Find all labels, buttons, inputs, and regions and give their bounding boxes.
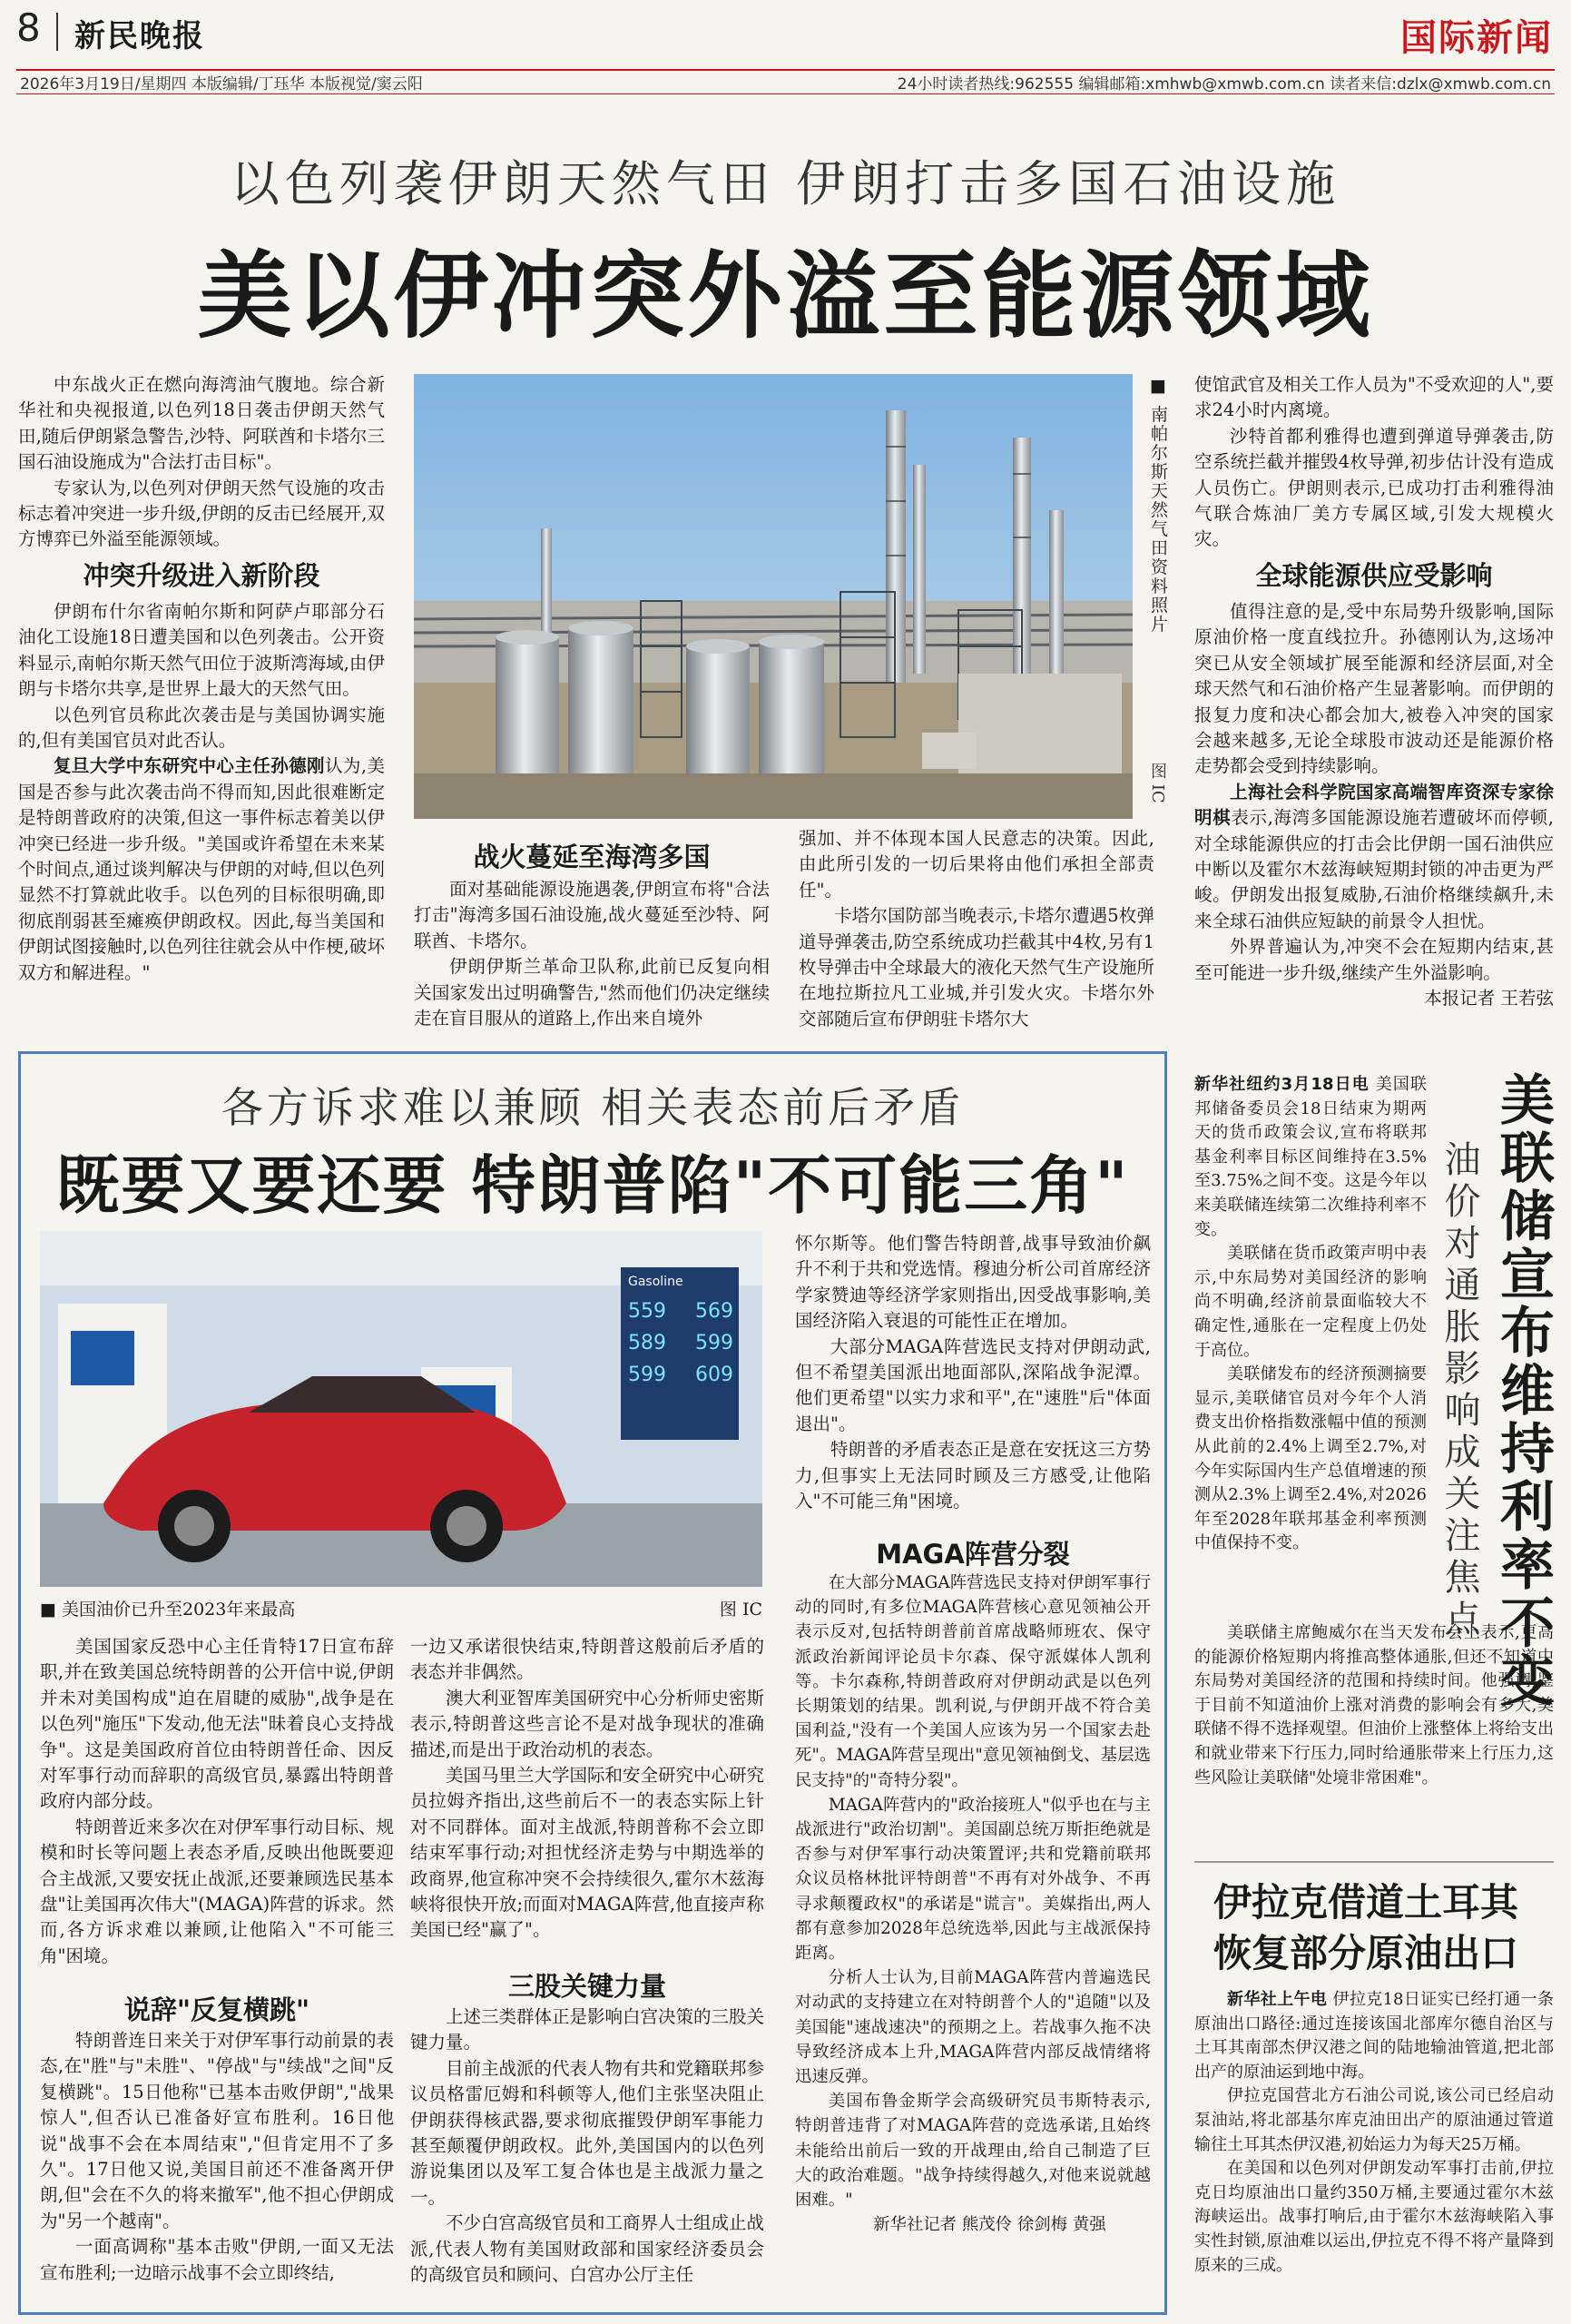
- paragraph: 特朗普近来多次在对伊军事行动目标、规模和时长等问题上表态矛盾,反映出他既要迎合主战派,又要安抚止战派,还要兼顾选民基本盘"让美国再次伟大"(MAGA)阵营的诉求。然而,各方诉求难以兼顾,让他陷入"不可能三角"困境。: [40, 1816, 395, 1966]
- paragraph: 在美国和以色列对伊朗发动军事打击前,伊拉克日均原油出口量约350万桶,主要通过霍尔木兹海峡运出。战事打响后,由于霍尔木兹海峡陷入事实性封锁,原油难以运出,伊拉克不得不将产量降到原来的三成。: [1194, 2159, 1554, 2275]
- price-cash: 559: [628, 1300, 666, 1323]
- paragraph: 伊拉克国营北方石油公司说,该公司已经启动泵油站,将北部基尔库克油田出产的原油通过管道输往土耳其杰伊汉港,初始运力为每天25万桶。: [1194, 2086, 1554, 2154]
- photo2-caption-row: [40, 1596, 762, 1620]
- header-divider: [56, 13, 58, 51]
- paragraph: 美联储主席鲍威尔在当天发布会上表示,更高的能源价格短期内将推高整体通胀,但还不知道中东局势对美国经济的范围和持续时间。他强调,鉴于目前不知道油价上涨对消费的影响会有多大,美联储不得不选择观望。但油价上涨整体上将给支出和就业带来下行压力,同时给通胀带来上行压力,这些风险让美联储"处境非常困难"。: [1194, 1623, 1554, 1787]
- price-credit: 569: [695, 1300, 733, 1323]
- story1-col4b: [1194, 599, 1554, 1012]
- story2-subhead-maga: MAGA阵营分裂: [876, 1539, 1070, 1570]
- paragraph: 沙特首都利雅得也遭到弹道导弹袭击,防空系统拦截并摧毁4枚导弹,初步估计没有造成人员伤亡。伊朗则表示,已成功打击利雅得油气联合炼油厂美方专属区域,引发大规模火灾。: [1194, 425, 1554, 550]
- story2-col2b: [410, 2004, 764, 2288]
- story3-kicker: 油价对通胀影响成关注焦点: [1438, 1140, 1480, 1641]
- paragraph: MAGA阵营内的"政治接班人"似乎也在与主战派进行"政治切割"。美国副总统万斯拒绝就是否参与对伊军事行动决策置评;共和党籍前联邦众议员格林批评特朗普"不再有对外战争、不再寻求颠覆政权"的承诺是"谎言"。美媒指出,两人都有意参加2028年总统选举,因此与主战派保持距离。: [795, 1795, 1151, 1964]
- paragraph: [1194, 1988, 1554, 2084]
- story4-headline: [1180, 1877, 1552, 1979]
- story2-col1b: [40, 2028, 394, 2286]
- gas-field-illustration: [414, 374, 1133, 819]
- paragraph: 不少白宫高级官员和工商界人士组成止战派,代表人物有美国财政部和国家经济委员会的高级官员和顾问、白宫办公厅主任: [410, 2212, 765, 2286]
- paragraph: 美国布鲁金斯学会高级研究员韦斯特表示,特朗普违背了对MAGA阵营的竞选承诺,且始终未能给出前后一致的开战理由,给自己制造了巨大的政治难题。"战争持续得越久,对他来说就越困难。": [795, 2092, 1151, 2211]
- story2-col1: [40, 1634, 394, 1969]
- story1-subhead-2: 战火蔓延至海湾多国: [473, 842, 711, 872]
- story1-headline: 美以伊冲突外溢至能源领域: [197, 241, 1374, 351]
- gas-field-photo: [414, 374, 1133, 819]
- story3-body: [1194, 1073, 1427, 1556]
- paragraph: 伊朗布什尔省南帕尔斯和阿萨卢耶部分石油化工设施18日遭美国和以色列袭击。公开资料显示,南帕尔斯天然气田位于波斯湾海域,由伊朗与卡塔尔共享,是世界上最大的天然气田。: [18, 601, 385, 700]
- paragraph: 中东战火正在燃向海湾油气腹地。综合新华社和央视报道,以色列18日袭击伊朗天然气田,随后伊朗紧急警告,沙特、阿联酋和卡塔尔三国石油设施成为"合法打击目标"。: [18, 374, 385, 473]
- red-car-illustration: [40, 1231, 762, 1587]
- story2-col2: [410, 1634, 764, 1944]
- story1-kicker: 以色列袭伊朗天然气田 伊朗打击多国石油设施: [230, 155, 1341, 212]
- story1-col2: [414, 877, 770, 1031]
- story4-body: [1194, 1988, 1554, 2278]
- story1-byline: 本报记者 王若弦: [1424, 988, 1554, 1009]
- paragraph-text: 伊拉克18日证实已经打通一条原油出口路径:通过连接该国北部库尔德自治区与土耳其南部杰伊汉港之间的陆地输油管道,把北部出产的原油运到地中海。: [1194, 1990, 1554, 2082]
- paragraph: [1194, 780, 1554, 934]
- story1-col3: [799, 826, 1154, 1032]
- story2-subhead-three: 三股关键力量: [507, 1971, 666, 2002]
- story2-kicker: 各方诉求难以兼顾 相关表态前后矛盾: [221, 1083, 965, 1132]
- photo2-caption: ■ 美国油价已升至2023年来最高: [40, 1600, 296, 1620]
- paragraph: [1194, 1073, 1427, 1242]
- dateline: 新华社纽约3月18日电: [1194, 1075, 1370, 1094]
- story4-title-line-1: 伊拉克借道土耳其: [1213, 1880, 1518, 1925]
- page-number: 8: [16, 5, 41, 50]
- story3-body-2: [1194, 1621, 1554, 1790]
- price-cash: 589: [628, 1332, 666, 1354]
- story1-col1: [18, 372, 385, 553]
- story2-subhead-flip: 说辞"反复横跳": [123, 1994, 310, 2025]
- section-title: 国际新闻: [1400, 17, 1553, 59]
- paragraph: 特朗普的矛盾表态正是意在安抚这三方势力,但事实上无法同时顾及三方感受,让他陷入"不可能三角"困境。: [795, 1439, 1151, 1512]
- paragraph: 怀尔斯等。他们警告特朗普,战事导致油价飙升不利于共和党选情。穆迪分析公司首席经济学家赞迪等经济学家则指出,因受战事影响,美国经济陷入衰退的可能性正在增加。: [795, 1233, 1151, 1332]
- paper-logo: 新民晚报: [74, 18, 205, 54]
- paragraph: 美国马里兰大学国际和安全研究中心研究员拉姆齐指出,这些前后不一的表态实际上针对不同群体。面对主战派,特朗普称不会立即结束军事行动;对担忧经济走势与中期选举的政商界,他宣称冲突不会持续很久,霍尔木兹海峡将很快开放;而面对MAGA阵营,他直接声称美国已经"赢了"。: [410, 1765, 765, 1941]
- paragraph: 美联储发布的经济预测摘要显示,美联储官员对今年个人消费支出价格指数涨幅中值的预测从此前的2.4%上调至2.7%,对今年实际国内生产总值增速的预测从2.3%上调至2.4%,对2026年至2028年联邦基金利率预测中值保持不变。: [1194, 1364, 1427, 1553]
- price-sign-label: Gasoline: [628, 1275, 683, 1289]
- photo1-credit: 图 IC: [1148, 763, 1167, 803]
- paragraph: 在大部分MAGA阵营选民支持对伊朗军事行动的同时,有多位MAGA阵营核心意见领袖公开表示反对,包括特朗普前首席战略师班农、保守派政治新闻评论员卡尔森、保守派媒体人凯利等。卡尔森称,特朗普政府对伊朗动武是以色列长期策划的结果。凯利说,与伊朗开战不符合美国利益,"没有一个美国人应该为另一个国家去赴死"。MAGA阵营呈现出"意见领袖倒戈、基层选民支持"的"奇特分裂"。: [795, 1573, 1151, 1790]
- paragraph: 伊朗伊斯兰革命卫队称,此前已反复向相关国家发出过明确警告,"然而他们仍决定继续走在盲目服从的道路上,作出来自境外: [414, 956, 770, 1029]
- divider: [1194, 1861, 1554, 1863]
- story1-subhead-1: 冲突升级进入新阶段: [83, 560, 320, 591]
- photo1-caption: ■ 南帕尔斯天然气田资料照片: [1148, 376, 1168, 635]
- story4-title-line-2: 恢复部分原油出口: [1213, 1931, 1518, 1975]
- paragraph: 专家认为,以色列对伊朗天然气设施的攻击标志着冲突进一步升级,伊朗的反击已经展开,双方博弈已外溢至能源领域。: [18, 477, 385, 550]
- paragraph: 值得注意的是,受中东局势升级影响,国际原油价格一度直线拉升。孙德刚认为,这场冲突已从安全领域扩展至能源和经济层面,对全球天然气和石油价格产生显著影响。而伊朗的报复力度和决心都会加大,被卷入冲突的国家会越来越多,无论全球股市波动还是能源价格走势都会受到持续影响。: [1194, 601, 1554, 777]
- story1-col4: [1194, 372, 1554, 553]
- paragraph: 强加、并不体现本国人民意志的决策。因此,由此所引发的一切后果将由他们承担全部责任"。: [799, 828, 1154, 901]
- price-credit: 609: [695, 1364, 733, 1386]
- story2-headline: 既要又要还要 特朗普陷"不可能三角": [55, 1148, 1130, 1223]
- expert-text: 表示,海湾多国能源设施若遭破坏而停顿,对全球能源供应的打击会比伊朗一国石油供应中断以及霍尔木兹海峡短期封锁的冲击更为严峻。伊朗发出报复威胁,石油价格继续飙升,未来全球石油供应短缺的前景令人担忧。: [1194, 807, 1554, 931]
- photo2-credit: 图 IC: [719, 1600, 762, 1620]
- paragraph: 外界普遍认为,冲突不会在短期内结束,甚至可能进一步升级,继续产生外溢影响。: [1194, 936, 1554, 983]
- story2-right-bottom: [795, 1571, 1151, 2237]
- paragraph-text: 美国联邦储备委员会18日结束为期两天的货币政策会议,宣布将联邦基金利率目标区间维持在3.5%至3.75%之间不变。这是今年以来美联储连续第二次维持利率不变。: [1194, 1075, 1427, 1239]
- info-line: [16, 69, 1555, 94]
- price-credit: 599: [695, 1332, 733, 1354]
- paragraph: 卡塔尔国防部当晚表示,卡塔尔遭遇5枚弹道导弹袭击,防空系统成功拦截其中4枚,另有1枚导弹击中全球最大的液化天然气生产设施所在地拉斯拉凡工业城,并引发火灾。卡塔尔外交部随后宣布伊朗驻卡塔尔大: [799, 905, 1154, 1029]
- paragraph: 一边又承诺很快结束,特朗普这般前后矛盾的表态并非偶然。: [410, 1636, 764, 1683]
- paragraph: 大部分MAGA阵营选民支持对伊朗动武,但不希望美国派出地面部队,深陷战争泥潭。他们更希望"以实力求和平",在"速胜"后"体面退出"。: [795, 1335, 1151, 1434]
- date-editor-line: 2026年3月19日/星期四 本版编辑/丁珏华 本版视觉/窦云阳: [20, 75, 423, 94]
- price-cash: 599: [628, 1364, 666, 1386]
- expert-name: 复旦大学中东研究中心主任孙德刚: [54, 755, 325, 777]
- story3-headline: 美联储宣布维持利率不变: [1491, 1071, 1555, 1710]
- paragraph: 分析人士认为,目前MAGA阵营内普遍选民对动武的支持建立在对特朗普个人的"追随"以及美国能"速战速决"的预期之上。若战事久拖不决导致经济成本上升,MAGA阵营内部反战情绪将迅速反弹。: [795, 1968, 1151, 2087]
- paragraph: 面对基础能源设施遇袭,伊朗宣布将"合法打击"海湾多国石油设施,战火蔓延至沙特、阿联酋、卡塔尔。: [414, 879, 770, 951]
- paragraph: 以色列官员称此次袭击是与美国协调实施的,但有美国官员对此否认。: [18, 704, 385, 752]
- story2-right-top: [795, 1231, 1151, 1514]
- dateline: 新华社上午电: [1227, 1990, 1328, 2009]
- paragraph: 目前主战派的代表人物有共和党籍联邦参议员格雷厄姆和科顿等人,他们主张坚决阻止伊朗获得核武器,要求彻底摧毁伊朗军事能力甚至颠覆伊朗政权。此外,美国国内的以色列游说集团以及军工复合体也是主战派力量之一。: [410, 2057, 765, 2208]
- story1-col1b: [18, 599, 385, 986]
- paragraph: 上述三类群体正是影响白宫决策的三股关键力量。: [410, 2006, 765, 2053]
- paragraph: 美国国家反恐中心主任肯特17日宣布辞职,并在致美国总统特朗普的公开信中说,伊朗并未对美国构成"迫在眉睫的威胁",战争是在以色列"施压"下发动,他无法"昧着良心支持战争"。这是美国政府首位由特朗普任命、因反对军事行动而辞职的高级官员,暴露出特朗普政府内部分歧。: [40, 1636, 394, 1812]
- paragraph: 一面高调称"基本击败"伊朗,一面又无法宣布胜利;一边暗示战事不会立即终结,: [40, 2236, 394, 2283]
- expert-name: 上海社会科学院国家高端智库资深专家徐明棋: [1194, 781, 1554, 829]
- paragraph: 使馆武官及相关工作人员为"不受欢迎的人",要求24小时内离境。: [1194, 374, 1554, 421]
- paragraph: [18, 753, 385, 986]
- contact-line: 24小时读者热线:962555 编辑邮箱:xmhwb@xmwb.com.cn 读者来信:dzlx@xmwb.com.cn: [897, 75, 1551, 94]
- paragraph: 美联储在货币政策声明中表示,中东局势对美国经济的影响尚不明确,经济前景面临较大不确定性,通胀在一定程度上仍处于高位。: [1194, 1244, 1427, 1360]
- paragraph: 特朗普连日来关于对伊军事行动前景的表态,在"胜"与"未胜"、"停战"与"续战"之间"反复横跳"。15日他称"已基本击败伊朗","战果惊人",但否认已准备好宣布胜利。16日他说"战事不会在本周结束","但肯定用不了多久"。17日他又说,美国目前还不准备离开伊朗,但"会在不久的将来撤军",他不担心伊朗成为"另一个越南"。: [40, 2030, 395, 2231]
- paragraph: 澳大利亚智库美国研究中心分析师史密斯表示,特朗普这些言论不是对战争现状的准确描述,而是出于政治动机的表态。: [410, 1687, 765, 1760]
- expert-text: 认为,美国是否参与此次袭击尚不得而知,因此很难断定是特朗普政府的决策,但这一事件标志着美以伊冲突已经进一步升级。"美国或许希望在未来某个时间点,通过谈判解决与伊朗的对峙,但以色列显然不打算就此收手。以色列的目标很明确,即彻底削弱甚至瘫痪伊朗政权。因此,每当美国和伊朗试图接触时,以色列往往就会从中作梗,破坏双方和解进程。": [18, 755, 385, 983]
- story2-byline: 新华社记者 熊茂伶 徐剑梅 黄强: [873, 2215, 1106, 2235]
- story1-subhead-3: 全球能源供应受影响: [1255, 560, 1493, 591]
- gas-station-photo: [40, 1231, 762, 1587]
